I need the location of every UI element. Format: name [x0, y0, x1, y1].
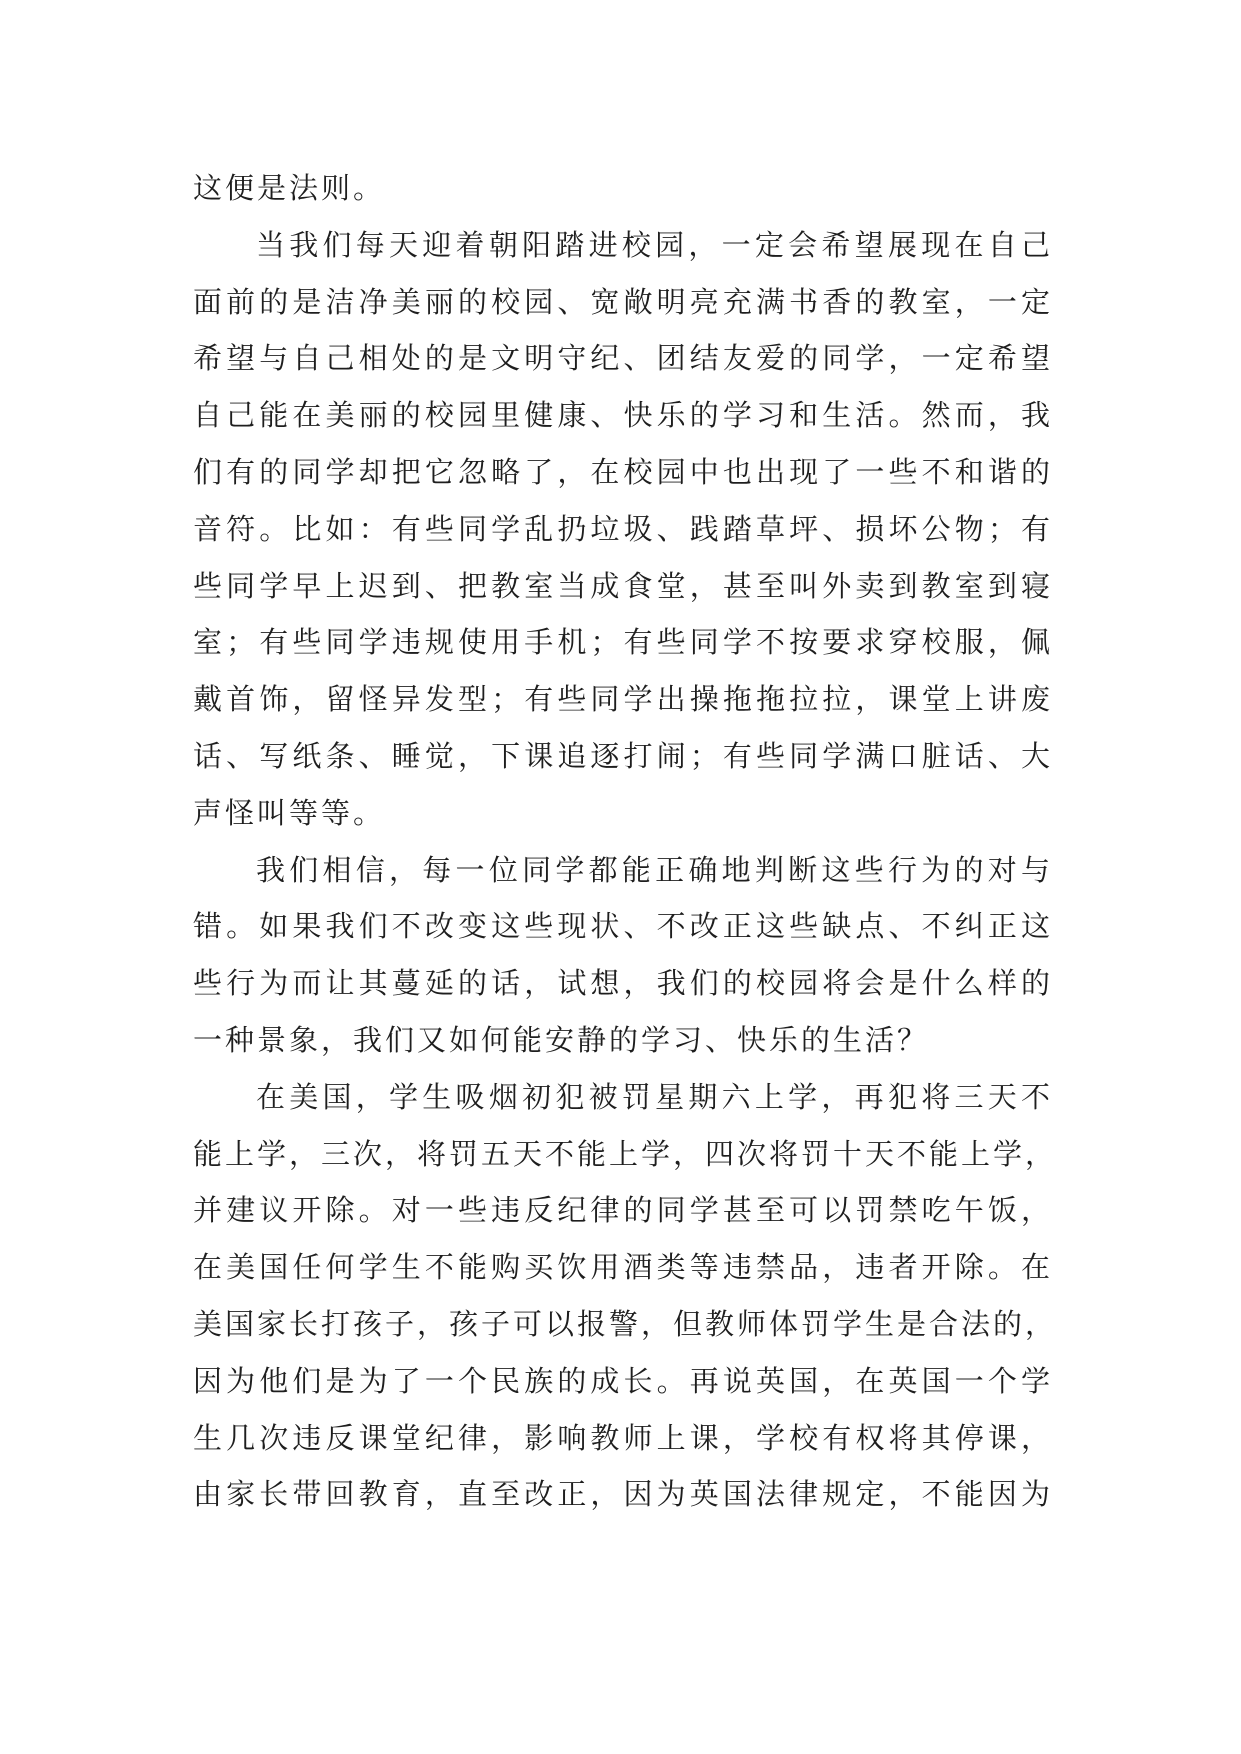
text-line: 能上学，三次，将罚五天不能上学，四次将罚十天不能上学，	[193, 1136, 1058, 1171]
text-line: 美国家长打孩子，孩子可以报警，但教师体罚学生是合法的，	[193, 1306, 1058, 1341]
text-line: 面前的是洁净美丽的校园、宽敞明亮充满书香的教室，一定	[193, 284, 1053, 319]
text-line: 我们相信，每一位同学都能正确地判断这些行为的对与	[256, 852, 1053, 887]
text-line: 室；有些同学违规使用手机；有些同学不按要求穿校服，佩	[193, 625, 1053, 660]
text-line: 戴首饰，留怪异发型；有些同学出操拖拖拉拉，课堂上讲废	[193, 682, 1053, 717]
text-line: 在美国，学生吸烟初犯被罚星期六上学，再犯将三天不	[256, 1079, 1053, 1114]
text-line: 由家长带回教育，直至改正，因为英国法律规定，不能因为	[193, 1477, 1053, 1512]
text-line: 们有的同学却把它忽略了，在校园中也出现了一些不和谐的	[193, 454, 1053, 489]
text-line: 声怪叫等等。	[193, 795, 386, 830]
text-line: 自己能在美丽的校园里健康、快乐的学习和生活。然而，我	[193, 398, 1053, 433]
text-line: 这便是法则。	[193, 171, 386, 205]
text-line: 些同学早上迟到、把教室当成食堂，甚至叫外卖到教室到寝	[193, 568, 1053, 603]
text-line: 音符。比如：有些同学乱扔垃圾、践踏草坪、损坏公物；有	[193, 511, 1053, 546]
body-text	[193, 160, 1058, 1523]
text-line: 并建议开除。对一些违反纪律的同学甚至可以罚禁吃午饭，	[193, 1193, 1053, 1228]
text-line: 生几次违反课堂纪律，影响教师上课，学校有权将其停课，	[193, 1420, 1053, 1455]
text-line: 希望与自己相处的是文明守纪、团结友爱的同学，一定希望	[193, 341, 1053, 376]
text-line: 当我们每天迎着朝阳踏进校园，一定会希望展现在自己	[256, 227, 1053, 262]
text-line: 在美国任何学生不能购买饮用酒类等违禁品，违者开除。在	[193, 1250, 1053, 1285]
text-line: 因为他们是为了一个民族的成长。再说英国，在英国一个学	[193, 1363, 1053, 1398]
text-line: 话、写纸条、睡觉，下课追逐打闹；有些同学满口脏话、大	[193, 738, 1053, 773]
text-line: 一种景象，我们又如何能安静的学习、快乐的生活？	[193, 1022, 930, 1057]
text-line: 错。如果我们不改变这些现状、不改正这些缺点、不纠正这	[193, 909, 1053, 944]
text-line: 些行为而让其蔓延的话，试想，我们的校园将会是什么样的	[193, 966, 1053, 1001]
